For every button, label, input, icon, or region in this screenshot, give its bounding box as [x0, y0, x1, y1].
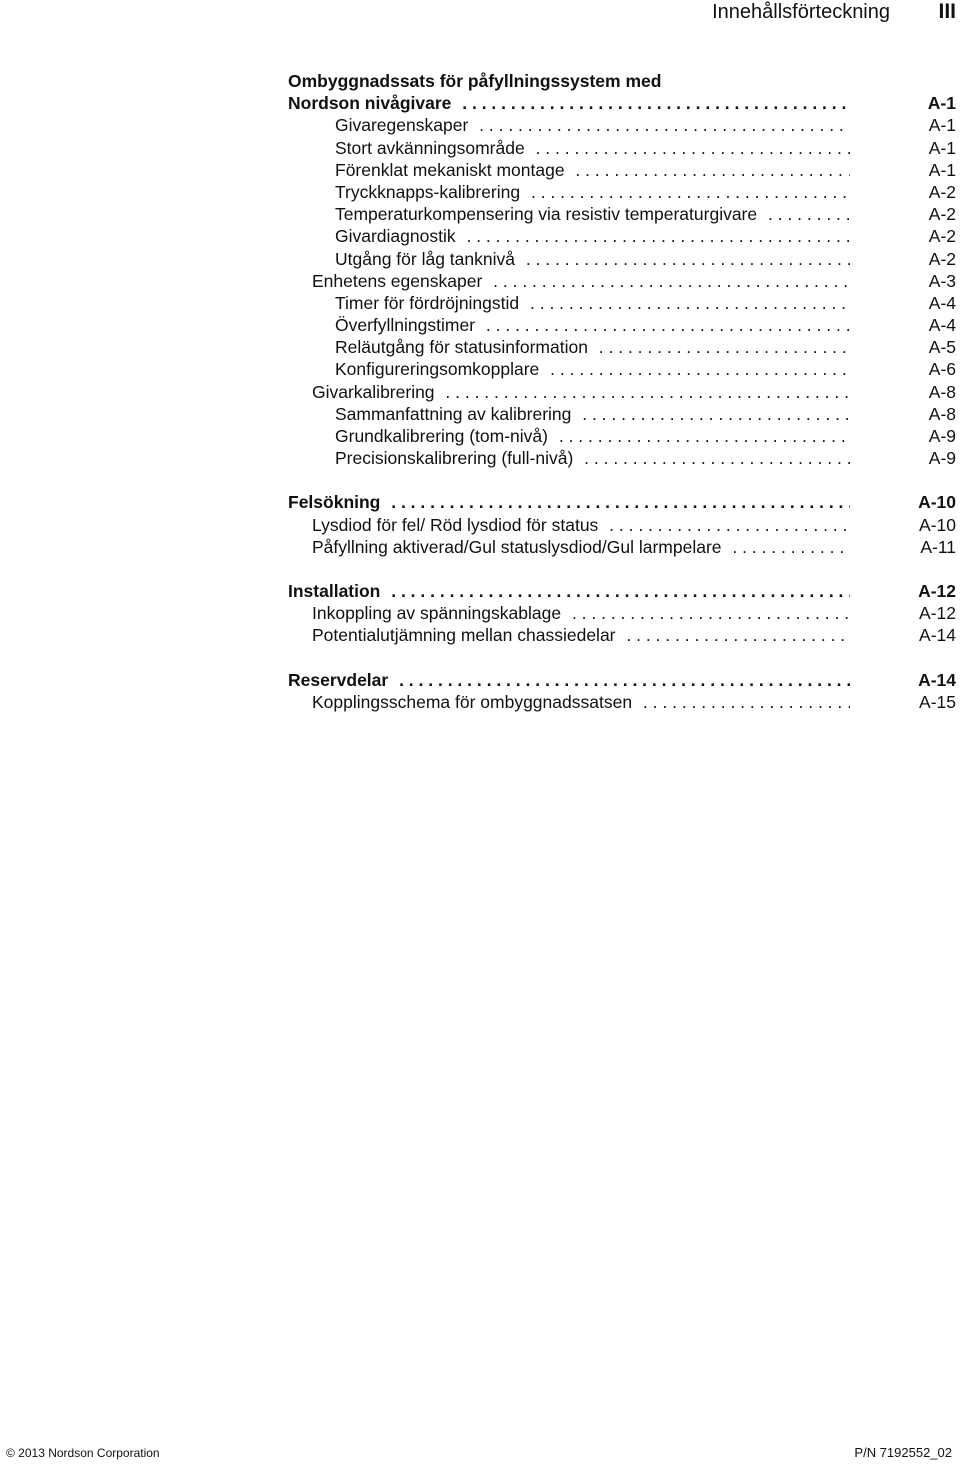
toc-entry-page: A-2: [928, 204, 956, 225]
toc-entry[interactable]: [0, 159, 960, 181]
toc-entry-page: A-9: [928, 426, 956, 446]
toc-entry-page: A-2: [928, 226, 956, 247]
toc-entry-title: Felsökning: [288, 492, 386, 512]
toc-entry[interactable]: [0, 624, 960, 646]
footer-part-number: P/N 7192552_02: [854, 1445, 952, 1460]
toc-entry-page: A-5: [928, 337, 956, 358]
toc-entry[interactable]: [0, 580, 960, 602]
toc-entry-page: A-1: [928, 159, 956, 180]
toc-entry-page: A-8: [928, 381, 956, 402]
toc-entry-page: A-8: [928, 403, 956, 424]
toc-entry-page: A-1: [927, 93, 956, 114]
toc-entry[interactable]: [0, 403, 960, 425]
toc-entry-page: A-12: [918, 580, 956, 601]
table-of-contents: [0, 70, 960, 713]
toc-entry-title: Installation: [288, 581, 386, 601]
toc-entry-title: Enhetens egenskaper: [312, 271, 488, 291]
toc-entry-page: A-2: [928, 181, 956, 202]
toc-entry-page: A-9: [928, 448, 956, 469]
toc-entry[interactable]: [0, 602, 960, 624]
toc-entry-title: Överfyllningstimer: [335, 315, 481, 335]
toc-entry-title: Reläutgång för statusinformation: [335, 337, 594, 357]
toc-entry-page: A-2: [928, 248, 956, 269]
toc-entry-page: A-6: [928, 359, 956, 380]
toc-entry-title: Grundkalibrering (tom-nivå): [335, 426, 554, 446]
toc-group-4: [0, 669, 960, 713]
toc-entry-page: A-12: [919, 603, 956, 624]
toc-entry-title: Givardiagnostik: [335, 226, 462, 246]
toc-entry[interactable]: [0, 381, 960, 403]
toc-group-2: [0, 491, 960, 558]
toc-entry-title: Temperaturkompensering via resistiv temperaturgivare: [335, 204, 763, 224]
toc-entry[interactable]: [0, 669, 960, 691]
toc-entry[interactable]: [0, 137, 960, 159]
toc-entry[interactable]: [0, 425, 960, 447]
toc-heading-line1: Ombyggnadssats för påfyllningssystem med: [288, 71, 662, 91]
toc-entry-title: Potentialutjämning mellan chassiedelar: [312, 625, 622, 645]
toc-entry-page: A-14: [919, 625, 956, 646]
toc-entry-title: Påfyllning aktiverad/Gul statuslysdiod/Gul larmpelare: [312, 537, 728, 557]
toc-entry[interactable]: [0, 514, 960, 536]
toc-entry[interactable]: [0, 181, 960, 203]
toc-entry[interactable]: [0, 691, 960, 713]
toc-entry[interactable]: [0, 314, 960, 336]
toc-entry-page: A-10: [919, 514, 956, 535]
toc-entry-page: A-15: [919, 691, 956, 712]
toc-entry[interactable]: [0, 225, 960, 247]
toc-entry-page: A-4: [928, 315, 956, 336]
toc-entry-page: A-14: [918, 669, 956, 690]
toc-entry-page: A-11: [920, 536, 956, 557]
page-footer: [0, 1445, 960, 1465]
toc-entry-title: Sammanfattning av kalibrering: [335, 404, 577, 424]
toc-entry-title: Reservdelar: [288, 670, 394, 690]
toc-entry-page: A-1: [928, 115, 956, 136]
toc-entry-title: Utgång för låg tanknivå: [335, 249, 521, 269]
toc-entry-title: Inkoppling av spänningskablage: [312, 603, 567, 623]
toc-entry[interactable]: [0, 292, 960, 314]
toc-entry-page: A-3: [928, 270, 956, 291]
toc-entry[interactable]: [0, 336, 960, 358]
toc-entry-title: Konfigureringsomkopplare: [335, 359, 545, 379]
toc-entry-title: Timer för fördröjningstid: [335, 293, 525, 313]
header-page-number: III: [938, 0, 956, 23]
toc-entry-title: Tryckknapps-kalibrering: [335, 182, 526, 202]
header-section-title: Innehållsförteckning: [712, 1, 890, 23]
toc-entry-title: Stort avkänningsområde: [335, 138, 531, 158]
toc-entry-page: A-10: [918, 492, 956, 513]
toc-entry-title: Lysdiod för fel/ Röd lysdiod för status: [312, 515, 604, 535]
toc-entry-title: Kopplingsschema för ombyggnadssatsen: [312, 692, 638, 712]
footer-copyright: © 2013 Nordson Corporation: [6, 1446, 160, 1460]
toc-entry-page: A-4: [928, 292, 956, 313]
toc-entry[interactable]: [0, 270, 960, 292]
toc-entry[interactable]: [0, 203, 960, 225]
toc-entry-page: A-1: [928, 137, 956, 158]
toc-group-1: [0, 92, 960, 469]
toc-entry[interactable]: [0, 536, 960, 558]
toc-entry[interactable]: [0, 447, 960, 469]
toc-entry[interactable]: [0, 92, 960, 114]
toc-entry[interactable]: [0, 114, 960, 136]
toc-entry-title: Givaregenskaper: [335, 115, 474, 135]
toc-entry[interactable]: [0, 248, 960, 270]
toc-entry[interactable]: [0, 358, 960, 380]
toc-entry-title: Förenklat mekaniskt montage: [335, 160, 571, 180]
toc-entry-title: Givarkalibrering: [312, 382, 441, 402]
toc-group-3: [0, 580, 960, 647]
toc-entry-title: Precisionskalibrering (full-nivå): [335, 448, 579, 468]
toc-entry[interactable]: [0, 491, 960, 513]
toc-entry-title: Nordson nivågivare: [288, 93, 457, 113]
